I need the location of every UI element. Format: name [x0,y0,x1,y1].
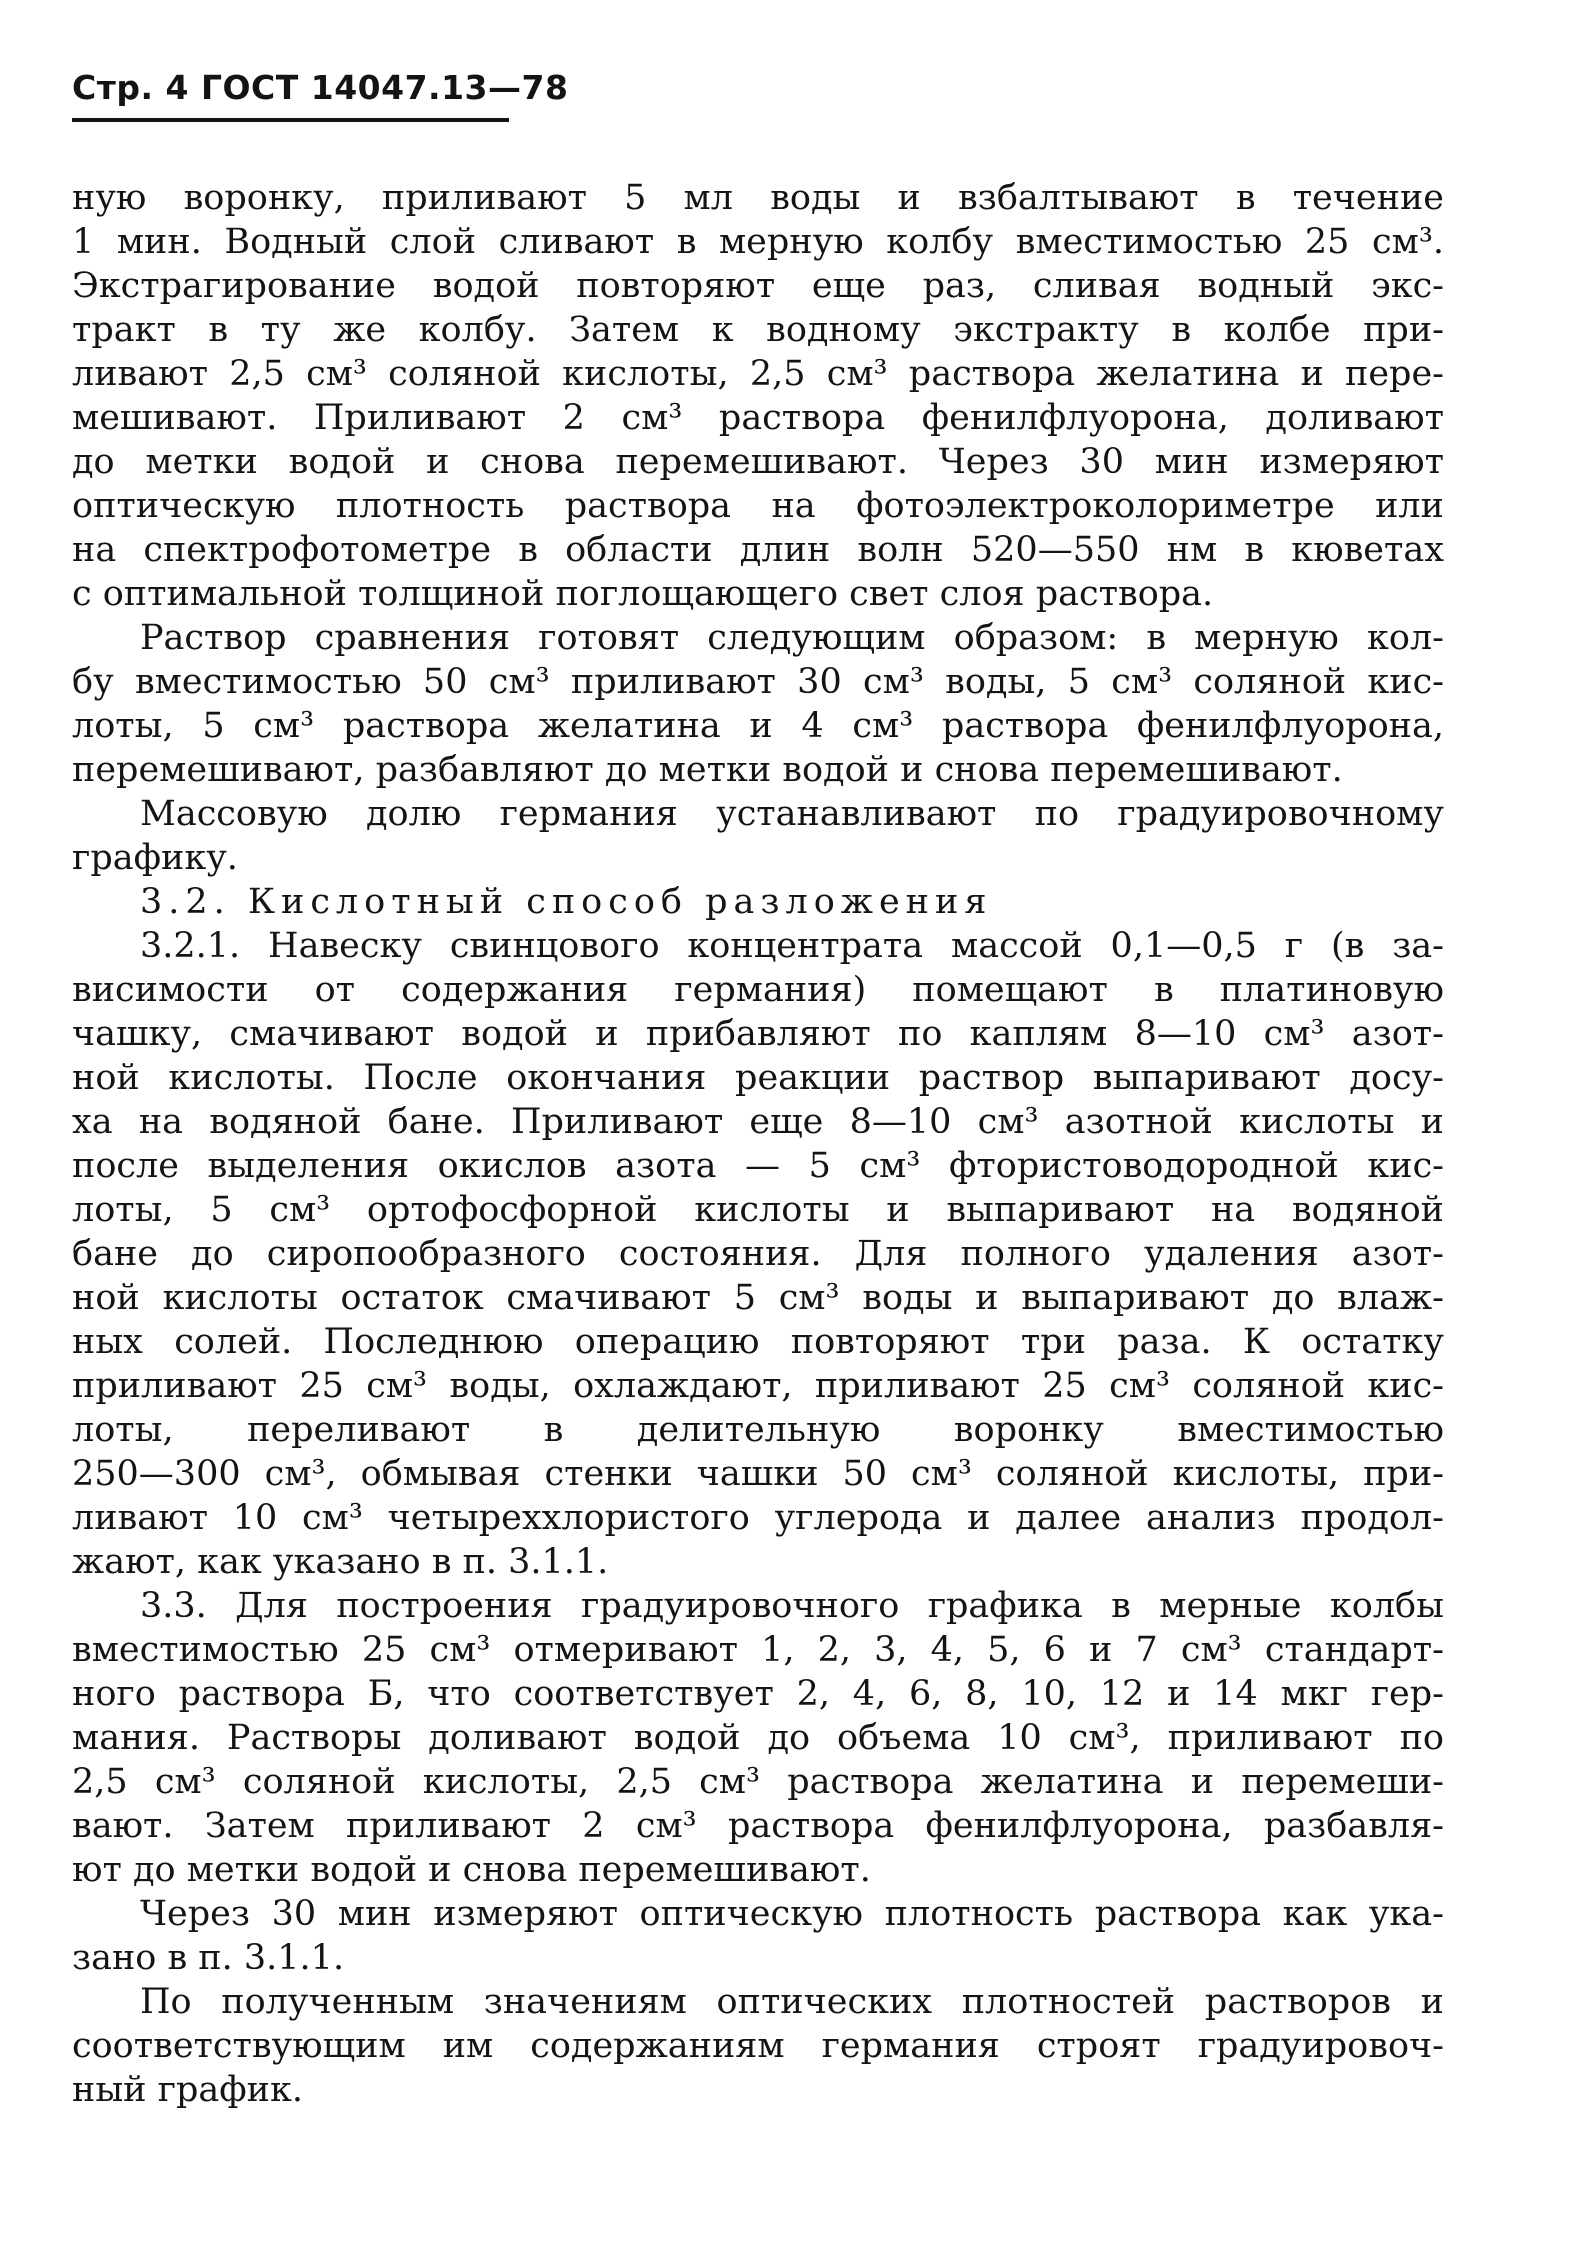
text-line: Экстрагирование водой повторяют еще раз, сливая водный экс- [72,266,1444,306]
text-line: По полученным значениям оптических плотностей растворов и [140,1982,1444,2022]
text-line: Раствор сравнения готовят следующим образом: в мерную кол- [140,618,1444,658]
text-line: Через 30 мин измеряют оптическую плотность раствора как ука- [140,1894,1444,1934]
text-line: перемешивают, разбавляют до метки водой и снова перемешивают. [72,750,1343,790]
text-line: ливают 10 см³ четыреххлористого углерода и далее анализ продол- [72,1498,1444,1538]
text-line: 3.3. Для построения градуировочного графика в мерные колбы [140,1586,1444,1626]
body-text [72,176,1444,2112]
text-line: ных солей. Последнюю операцию повторяют три раза. К остатку [72,1322,1444,1362]
text-line: 250—300 см³, обмывая стенки чашки 50 см³ соляной кислоты, при- [72,1454,1444,1494]
text-line: бу вместимостью 50 см³ приливают 30 см³ воды, 5 см³ соляной кис- [72,662,1444,702]
text-line: приливают 25 см³ воды, охлаждают, приливают 25 см³ соляной кис- [72,1366,1444,1406]
text-line: ют до метки водой и снова перемешивают. [72,1850,871,1890]
text-line: лоты, 5 см³ раствора желатина и 4 см³ раствора фенилфлуорона, [72,706,1444,746]
text-line: оптическую плотность раствора на фотоэлектроколориметре или [72,486,1444,526]
text-line: ливают 2,5 см³ соляной кислоты, 2,5 см³ раствора желатина и пере- [72,354,1444,394]
section-heading: 3.2. Кислотный способ разложения [140,882,993,922]
text-line: бане до сиропообразного состояния. Для полного удаления азот- [72,1234,1444,1274]
text-line: зано в п. 3.1.1. [72,1938,345,1978]
text-line: 3.2.1. Навеску свинцового концентрата массой 0,1—0,5 г (в за- [140,926,1444,966]
text-line: жают, как указано в п. 3.1.1. [72,1542,609,1582]
text-line: вместимостью 25 см³ отмеривают 1, 2, 3, 4, 5, 6 и 7 см³ стандарт- [72,1630,1444,1670]
text-line: после выделения окислов азота — 5 см³ фтористоводородной кис- [72,1146,1444,1186]
text-line: вают. Затем приливают 2 см³ раствора фенилфлуорона, разбавля- [72,1806,1444,1846]
text-line: ный график. [72,2070,303,2110]
page-header [72,66,569,128]
text-line: ного раствора Б, что соответствует 2, 4, 6, 8, 10, 12 и 14 мкг гер- [72,1674,1444,1714]
text-line: графику. [72,838,238,878]
text-line: с оптимальной толщиной поглощающего свет слоя раствора. [72,574,1214,614]
text-line: 2,5 см³ соляной кислоты, 2,5 см³ раствора желатина и перемеши- [72,1762,1444,1802]
page-header-title: Стр. 4 ГОСТ 14047.13—78 [72,68,569,107]
text-line: ную воронку, приливают 5 мл воды и взбалтывают в течение [72,178,1444,218]
text-line: тракт в ту же колбу. Затем к водному экстракту в колбе при- [72,310,1444,350]
text-line: 1 мин. Водный слой сливают в мерную колбу вместимостью 25 см³. [72,222,1444,262]
text-line: лоты, переливают в делительную воронку вместимостью [72,1410,1444,1450]
text-line: лоты, 5 см³ ортофосфорной кислоты и выпаривают на водяной [72,1190,1444,1230]
text-line: соответствующим им содержаниям германия строят градуировоч- [72,2026,1444,2066]
text-line: висимости от содержания германия) помещают в платиновую [72,970,1444,1010]
text-line: до метки водой и снова перемешивают. Через 30 мин измеряют [72,442,1444,482]
text-line: мешивают. Приливают 2 см³ раствора фенилфлуорона, доливают [72,398,1444,438]
text-line: ной кислоты. После окончания реакции раствор выпаривают досу- [72,1058,1444,1098]
text-line: чашку, смачивают водой и прибавляют по каплям 8—10 см³ азот- [72,1014,1444,1054]
text-line: ха на водяной бане. Приливают еще 8—10 см³ азотной кислоты и [72,1102,1444,1142]
text-line: мания. Растворы доливают водой до объема 10 см³, приливают по [72,1718,1444,1758]
text-line: Массовую долю германия устанавливают по градуировочному [140,794,1444,834]
text-line: ной кислоты остаток смачивают 5 см³ воды и выпаривают до влаж- [72,1278,1444,1318]
header-underline [72,118,509,122]
text-line: на спектрофотометре в области длин волн 520—550 нм в кюветах [72,530,1444,570]
